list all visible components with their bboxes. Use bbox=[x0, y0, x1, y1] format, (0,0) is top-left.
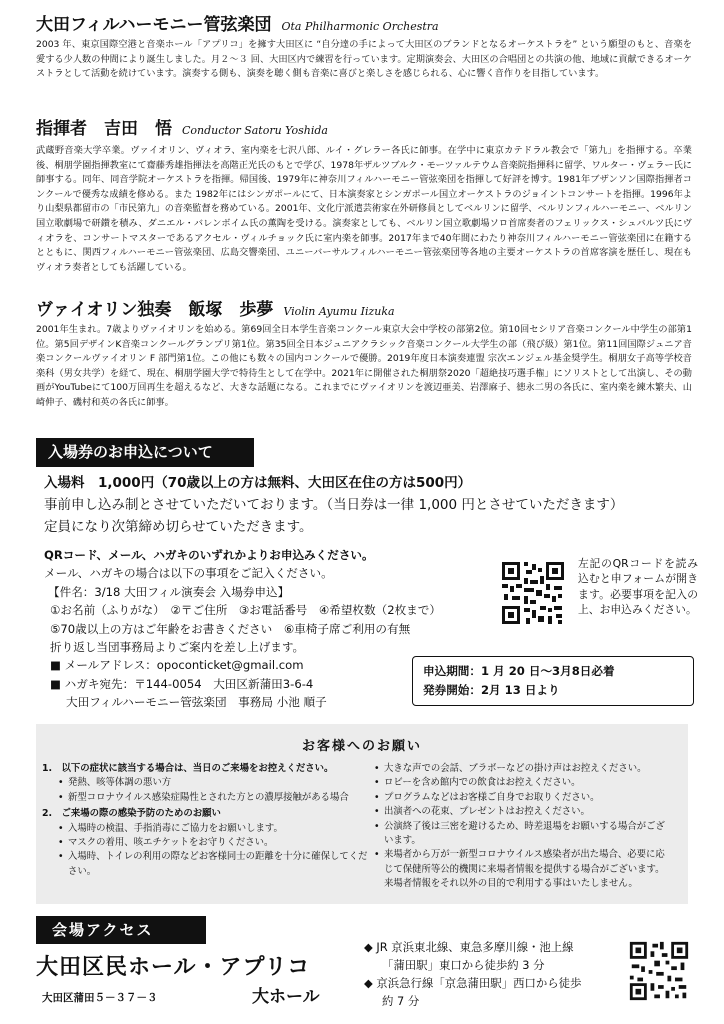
requests-right-item: • ロビーを含め館内での飲食はお控えください。 bbox=[372, 776, 672, 790]
requests-s2-item: • 入場時、トイレの利用の際などお客様同士の距離を十分に確保してください。 bbox=[56, 850, 372, 879]
requests-right-item: • 公演終了後は三密を避けるため、時差退場をお願いする場合がございます。 bbox=[372, 820, 672, 849]
requests-right-item: • 来場者から万が一新型コロナウイルス感染者が出た場合、必要に応じて保健所等公的機関に来場者情報を提供する場合がございます。来場者情報をそれ以外の目的で利用する事はいたしません。 bbox=[372, 848, 672, 891]
venue-address: 大田区蒲田５－３７－３ bbox=[42, 992, 158, 1004]
violin-title-en: Violin Ayumu Iizuka bbox=[283, 305, 395, 318]
requests-right-column bbox=[372, 762, 672, 892]
access-heading: 会場アクセス bbox=[36, 916, 206, 944]
requests-s1-title: 1. 以下の症状に該当する場合は、当日のご来場をお控えください。 bbox=[42, 763, 334, 774]
ticket-line-2: 事前申し込み制とさせていただいております。（当日券は一律 1,000 円とさせていただきます） bbox=[44, 497, 624, 513]
apply-section bbox=[44, 546, 464, 712]
apply-reply: 折り返し当団事務局よりご案内を差し上げます。 bbox=[50, 640, 305, 655]
apply-mail: ■ メールアドレス：opoconticket@gmail.com bbox=[50, 658, 304, 673]
requests-s2-item: • マスクの着用、咳エチケットをお守りください。 bbox=[56, 836, 372, 850]
requests-s2-title: 2. ご来場の際の感染予防のためのお願い bbox=[42, 808, 221, 820]
orchestra-title-en: Ota Philharmonic Orchestra bbox=[281, 20, 439, 33]
venue-name: 大田区民ホール・アプリコ bbox=[36, 955, 311, 980]
apply-postcard-2: 大田フィルハーモニー管弦楽団 事務局 小池 順子 bbox=[66, 695, 327, 710]
route-jr-walk: 「蒲田駅」東口から徒歩約 3 分 bbox=[382, 958, 545, 972]
apply-lead: QRコード、メール、ハガキのいずれかよりお申込みください。 bbox=[44, 548, 374, 562]
conductor-body: 武蔵野音楽大学卒業。ヴァイオリン、ヴィオラ、室内楽を七沢八郎、ルイ・グレラー各氏に師事。在学中に東京カテドラル教会で「第九」を指揮する。卒業後、桐朋学園指揮教室にて齋藤秀雄指揮法を高階正光氏のもとで学び、1978年ザルツブルク・モーツァルテウム音楽院指揮科に留学、ワルター・ヴェラー氏に師事する。同年、同音学院オーケストラを指揮。帰国後、1979年に神奈川フィルハーモニー管弦楽団を指揮して好評を博す。1981年ブザンソン国際指揮者コンクールで優秀な成績を修める。また 1982年にはシンガポールにて、日本演奏家とシンガポール国立オーケストラのジョイントコンサートを指揮。1996年より山梨県都留市の「市民第九」の音楽監督を務めている。2001年、文化庁派遣芸術家在外研修員としてベルリンに留学、ベルリンフィルハーモニー、ベルリン国立歌劇場で研鑚を積み、ダニエル・バレンボイム氏の薫陶を受ける。演奏家としても、ベルリン国立歌劇場ソロ首席奏者のフェリックス・シュバルツ氏にヴィオラを、コンサートマスターであるアクセル・ヴィルチョック氏に室内楽を師事。2017年まで40年間にわたり神奈川フィルハーモニー管弦楽団に在籍するとともに、関西フィルハーモニー管弦楽団、広島交響楽団、ユニーバーサルフィルハーモニー管弦楽団等各地の主要オーケストラの首席客演を歴任し、現在もヴィオラ奏者としても活躍している。 bbox=[36, 145, 692, 273]
requests-left-column bbox=[42, 762, 372, 879]
ticket-release: 発券開始：2月 13 日より bbox=[423, 683, 560, 697]
route-keikyu-walk: 約 7 分 bbox=[382, 994, 420, 1008]
period-box bbox=[412, 656, 694, 706]
requests-right-item: • 出演者への花束、プレゼントはお控えください。 bbox=[372, 805, 672, 819]
venue-hall: 大ホール bbox=[252, 987, 320, 1007]
access-routes bbox=[364, 938, 618, 1010]
conductor-title: 指揮者 吉田 悟 bbox=[36, 119, 172, 139]
orchestra-body: 2003 年、東京国際空港と音楽ホール「アプリコ」を擁す大田区に “自分達の手によって大田区のブランドとなるオーケストラを” という願望のもと、音楽を愛する少人数の仲間により誕生しました。月２～３ 回、大田区内で練習を行っています。定期演奏会、大田区の合唱団との共演の他、地域に貢献できるオーケストラとして活動を続けています。演奏する側も、演奏を聴く側も音楽に喜びと楽しさを感じられる、心に響く音作りを目指しています。 bbox=[36, 39, 692, 80]
requests-s1-item: • 新型コロナウイルス感染症陽性とされた方との濃厚接触がある場合 bbox=[56, 791, 372, 805]
apply-postcard: ■ ハガキ宛先：〒144-0054 大田区新蒲田3-6-4 bbox=[50, 676, 314, 691]
violin-section bbox=[36, 295, 692, 411]
apply-items-2: ⑤70歳以上の方はご年齢をお書きください ⑥車椅子席ご利用の有無 bbox=[50, 621, 411, 636]
violin-title: ヴァイオリン独奏 飯塚 歩夢 bbox=[36, 300, 274, 320]
requests-right-item: • プログラムなどはお客様ご自身でお取りください。 bbox=[372, 791, 672, 805]
tickets-info bbox=[44, 472, 714, 538]
ticket-line-3: 定員になり次第締め切らせていただきます。 bbox=[44, 519, 313, 535]
requests-panel bbox=[36, 724, 688, 904]
violin-body: 2001年生まれ。7歳よりヴァイオリンを始める。第69回全日本学生音楽コンクール東京大会中学校の部第2位。第10回セシリア音楽コンクール中学生の部第1位。第5回デザインK音楽コンクールグランプリ第1位。第35回全日本ジュニアクラシック音楽コンクール大学生の部（飛び級）第1位。第11回国際ジュニア音楽コンクールヴァイオリン F 部門第1位。この他にも数々の国内コンクールで優勝。2019年度日本演奏連盟 宗次エンジェル基金奨学生。桐朋女子高等学校音楽科（男女共学）を経て、現在、桐朋学園大学で特待生として在学中。2021年に開催された桐朋祭2020「超絶技巧選手権」にソリストとして出演し、その動画がYouTubeにて100万回再生を超えるなど、大きな話題になる。これまでにヴァイオリンを渡辺亜美、岩澤麻子、徳永二男の各氏に、室内楽を練木繁夫、山崎伸子、磯村和英の各氏に師事。 bbox=[36, 324, 692, 408]
apply-sub: メール、ハガキの場合は以下の事項をご記入ください。 bbox=[44, 566, 333, 581]
qr-note: 左記のQRコードを読み込むと申フォームが開きます。必要事項を記入の上、お申込みください。 bbox=[578, 557, 698, 617]
requests-heading: お客様へのお願い bbox=[301, 739, 422, 754]
route-keikyu: ◆ 京浜急行線「京急蒲田駅」西口から徒歩 bbox=[364, 976, 582, 990]
application-period: 申込期間：1 月 20 日～3月8日必着 bbox=[423, 664, 615, 678]
tickets-heading: 入場券のお申込について bbox=[36, 438, 254, 467]
requests-right-item: • 大きな声での会話、ブラボーなどの掛け声はお控えください。 bbox=[372, 762, 672, 776]
ticket-fee: 入場料 1,000円（70歳以上の方は無料、大田区在住の方は500円） bbox=[44, 475, 472, 491]
orchestra-section bbox=[36, 10, 692, 82]
requests-s1-item: • 発熱、咳等体調の悪い方 bbox=[56, 776, 372, 790]
conductor-title-en: Conductor Satoru Yoshida bbox=[182, 124, 328, 137]
orchestra-title: 大田フィルハーモニー管弦楽団 bbox=[36, 15, 272, 35]
apply-subject: 【件名：3/18 大田フィル演奏会 入場券申込】 bbox=[48, 584, 290, 599]
requests-s2-item: • 入場時の検温、手指消毒にご協力をお願いします。 bbox=[56, 822, 372, 836]
conductor-section bbox=[36, 114, 692, 275]
access-qr-code[interactable] bbox=[628, 940, 690, 1002]
apply-items-1: ①お名前（ふりがな） ②〒ご住所 ③お電話番号 ④希望枚数（2枚まで） bbox=[50, 603, 441, 618]
application-qr-code[interactable] bbox=[500, 560, 566, 626]
route-jr: ◆ JR 京浜東北線、東急多摩川線・池上線 bbox=[364, 940, 574, 954]
